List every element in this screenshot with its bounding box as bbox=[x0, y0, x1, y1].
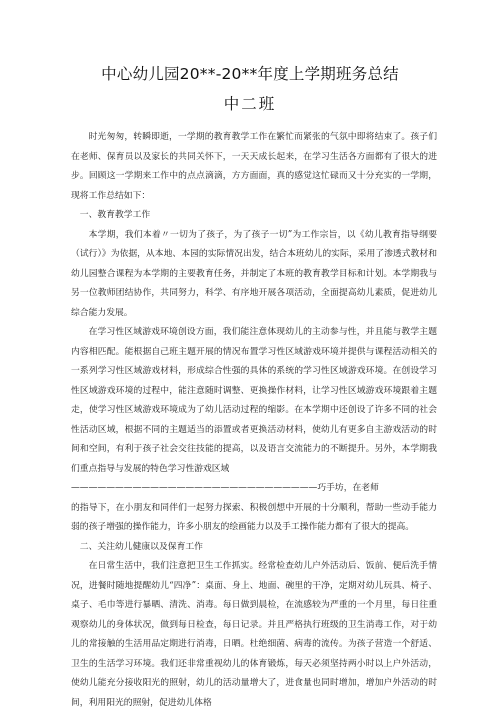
dash-line: ————————————————————————————巧手坊，在老师 bbox=[71, 483, 379, 493]
body-paragraph: 在日常生活中，我们注意把卫生工作抓实。经常检查幼儿户外活动后、饭前、便后洗手情况，进餐时随地提醒幼儿“四净”：桌面、身上、地面、碗里的干净，定期对幼儿玩具、椅子、桌子、毛巾等进行暴晒、清洗、消毒。每日做到晨检，在流感较为严重的一个月里，每日往重观察幼儿的身体状况，做到每日检查，每日记录。并且严格执行班级的卫生消毒工作，对于幼儿的常接触的生活用品定期进行消毒，日晒。杜绝细菌、病毒的流传。为孩子营造一个舒适、卫生的生活学习环境。我们还非常重视幼儿的体育锻炼，每天必须坚持两小时以上户外活动，使幼儿能充分接收阳光的照射，幼儿的活动量增大了，进食量也同时增加，增加户外活动的时间，利用阳光的照射，促进幼儿体格 bbox=[71, 561, 437, 708]
section-heading-health: 二、关注幼儿健康以及保育工作 bbox=[79, 541, 203, 552]
intro-paragraph: 时光匆匆，转瞬即逝，一学期的教育教学工作在繁忙而紧张的气氛中即将结束了。孩子们在老师、保育员以及家长的共同关怀下，一天天成长起来，在学习生活各方面都有了很大的进步。回顾这一学期来工作中的点点滴滴，方方面面，真的感觉这忙碌而又十分充实的一学期，现将工作总结如下： bbox=[71, 132, 437, 201]
class-name: 中二班 bbox=[223, 95, 277, 113]
section-heading-teaching: 一、教育教学工作 bbox=[79, 210, 151, 220]
body-paragraph: 在学习性区域游戏环境创设方面，我们能注意体现幼儿的主动参与性，并且能与教学主题内容相匹配。能根据自己班主题开展的情况布置学习性区域游戏环境并提供与课程活动相关的一系列学习性区域游戏材料，形成综合性强的具体的系统的学习性区域游戏环境。在创设学习性区域游戏环境的过程中，能注意随时调整、更换操作材料，让学习性区域游戏环境跟着主题走，使学习性区域游戏环境成为了幼儿活动过程的缩影。在本学期中还创设了许多不同的社会性活动区域，根据不同的主题适当的添置或者更换活动材料，使幼儿有更多自主游戏活动的时间和空间，有利于孩子社会交往技能的提高，以及语言交流能力的不断提升。另外，本学期我们重点指导与发展的特色学习性游戏区域 bbox=[71, 327, 437, 474]
body-paragraph: 的指导下，在小朋友和同伴们一起努力探索、积极创想中开展的十分顺利，帮助一些动手能力弱的孩子增强的操作能力，许多小朋友的绘画能力以及手工操作能力都有了很大的提高。 bbox=[71, 502, 437, 532]
body-paragraph: 本学期，我们本着〃一切为了孩子，为了孩子一切”为工作宗旨，以《幼儿教育指导纲要（试行）》为依据，从本地、本园的实际情况出发，结合本班幼儿的实际，采用了渗透式教材和幼儿园整合课程为本学期的主要教育任务，并制定了本班的教育教学目标和计划。本学期我与另一位教师团结协作，共同努力，科学、有序地开展各项活动，全面提高幼儿素质，促进幼儿综合能力发展。 bbox=[71, 229, 437, 318]
document-title: 中心幼儿园20**-20**年度上学期班务总结 bbox=[101, 65, 399, 83]
document-body bbox=[71, 128, 437, 713]
